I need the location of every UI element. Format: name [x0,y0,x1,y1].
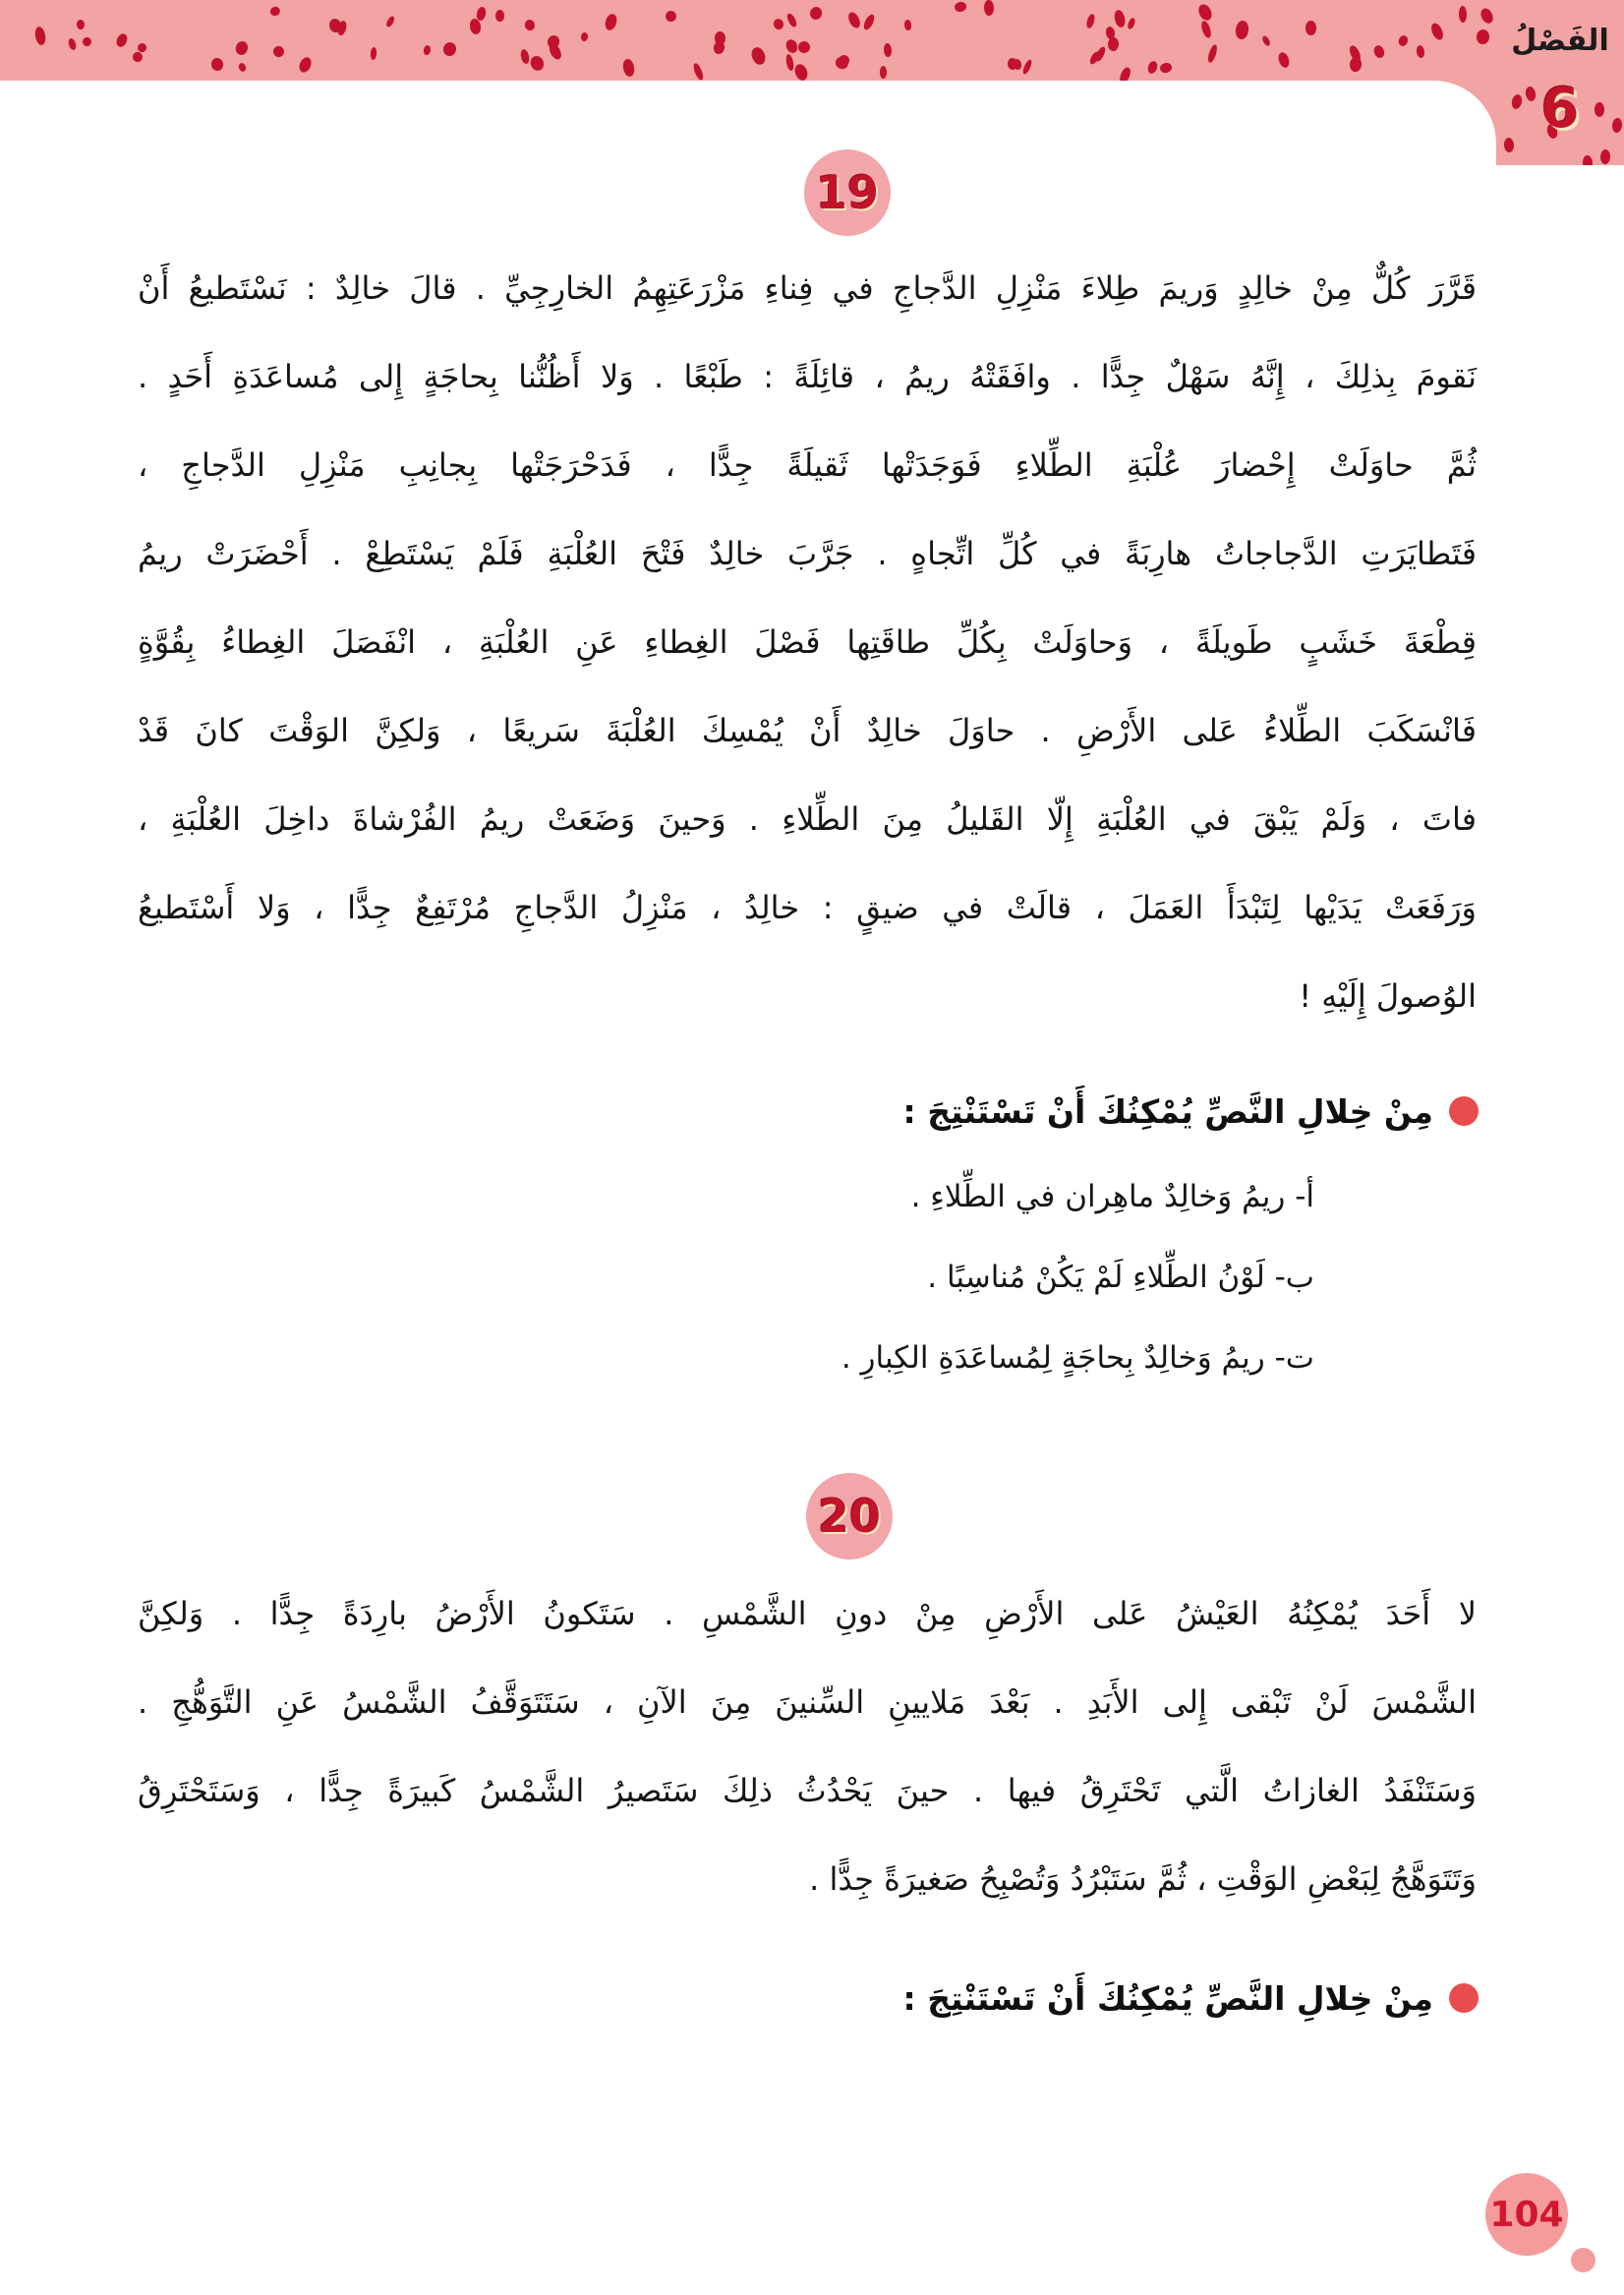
polka-dot-icon [235,39,251,56]
polka-dot-icon [954,1,967,13]
passage-line: الشَّمْسَ لَنْ تَبْقى إِلى الأَبَدِ . بَعْدَ مَلايينِ السِّنينَ مِنَ الآنِ ، سَتَتَوَقَّفُ الشَّمْسُ عَنِ التَّوَهُّجِ . [138,1683,1477,1721]
passage-line: الوُصولَ إِلَيْهِ ! [1299,977,1477,1015]
polka-dot-icon [793,62,810,81]
polka-dot-icon [83,36,92,46]
polka-dot-icon [1428,22,1445,42]
polka-dot-icon [880,66,888,79]
passage-line: وَتَتَوَهَّجُ لِبَعْضِ الوَقْتِ ، ثُمَّ سَتَبْرُدُ وَتُصْبِحُ صَغيرَةً جِدًّا . [809,1860,1477,1898]
exercise-19-badge: 19 [804,149,891,236]
exercise-20-badge: 20 [806,1473,893,1559]
polka-dot-icon [749,45,767,66]
passage-line: نَقومَ بِذلِكَ ، إِنَّهُ سَهْلٌ جِدًّا . وافَقَتْهُ ريمُ ، قائِلَةً : طَبْعًا . وَلا أَظُنُّنا بِحاجَةٍ إِلى مُساعَدَةِ أَحَدٍ . [138,358,1477,395]
header-band [0,0,1624,81]
polka-dot-icon [495,10,504,22]
passage-line: وَسَتَنْفَدُ الغازاتُ الَّتي تَحْتَرِقُ فيها . حينَ يَحْدُثُ ذلِكَ سَتَصيرُ الشَّمْسُ كَبيرَةً جِدًّا ، وَسَتَحْتَرِقُ [138,1772,1477,1809]
polka-dot-icon [984,0,994,16]
polka-dot-icon [133,51,143,62]
polka-dot-icon [268,5,281,17]
passage-line: قِطْعَةَ خَشَبٍ طَويلَةً ، وَحاوَلَتْ بِكُلِّ طاقَتِها فَصْلَ الغِطاءِ عَنِ العُلْبَةِ ، انْفَصَلَ الغِطاءُ بِقُوَّةٍ [138,623,1477,661]
polka-dot-icon [784,53,794,71]
chapter-number: 6 [1540,77,1580,141]
polka-dot-icon [1118,65,1132,81]
passage-19 [138,244,1477,1040]
red-bullet-icon [1449,1096,1479,1126]
passage-line: فاتَ ، وَلَمْ يَبْقَ في العُلْبَةِ إِلّا القَليلُ مِنَ الطِّلاءِ . وَحينَ وَضَعَتْ ريمُ الفُرْشاةَ داخِلَ العُلْبَةِ ، [138,800,1477,838]
polka-dot-icon [784,38,800,55]
polka-dot-icon [1113,9,1127,29]
question-20 [903,1967,1479,2030]
polka-dot-icon [1305,21,1316,35]
polka-dot-icon [1195,2,1213,23]
polka-dot-icon [524,19,536,31]
polka-dot-icon [1108,36,1120,51]
passage-line: ثُمَّ حاوَلَتْ إِحْضارَ عُلْبَةِ الطِّلاءِ فَوَجَدَتْها ثَقيلَةً جِدًّا ، فَدَحْرَجَتْها بِجانِبِ مَنْزِلِ الدَّجاجِ ، [138,446,1477,484]
polka-dot-icon [1459,6,1468,23]
polka-dot-icon [581,31,589,41]
polka-dot-icon [604,13,619,32]
question-19 [903,1080,1479,1143]
polka-dot-icon [272,45,285,58]
polka-dot-icon [441,40,457,57]
polka-dot-icon [423,44,431,55]
polka-dot-icon [211,57,224,71]
polka-dot-icon [1199,20,1212,38]
rounded-corner-fillet [1433,81,1496,144]
polka-dot-icon [846,11,862,30]
polka-dot-icon [1277,51,1292,69]
question-text: مِنْ خِلالِ النَّصِّ يُمْكِنُكَ أَنْ تَسْتَنْتِجَ : [902,1978,1433,2018]
polka-dot-icon [692,62,705,81]
polka-dot-icon [773,18,785,31]
polka-dot-icon [1146,60,1159,75]
chapter-label: الفَصْلُ [1511,24,1609,58]
polka-dot-icon [370,47,377,60]
polka-dot-icon [798,40,811,53]
polka-dot-icon [785,12,798,29]
red-bullet-icon [1449,1983,1479,2013]
polka-dot-icon [1261,34,1272,47]
polka-dot-icon [883,43,892,58]
passage-line: قَرَّرَ كُلٌّ مِنْ خالِدٍ وَريمَ طِلاءَ مَنْزِلِ الدَّجاجِ في فِناءِ مَزْرَعَتِهِمُ الخارِجِيِّ . قالَ خالِدٌ : نَسْتَطيعُ أَنْ [138,269,1477,307]
question-text: مِنْ خِلالِ النَّصِّ يُمْكِنُكَ أَنْ تَسْتَنْتِجَ : [902,1091,1433,1131]
polka-dot-icon [548,42,564,62]
polka-dot-icon [1479,6,1495,25]
polka-dot-icon [665,10,677,23]
polka-dot-icon [1159,61,1173,73]
polka-dot-icon [862,13,877,31]
passage-line: فَتَطايَرَتِ الدَّجاجاتُ هارِبَةً في كُلِّ اتِّجاهٍ . جَرَّبَ خالِدٌ فَتْحَ العُلْبَةِ فَلَمْ يَسْتَطِعْ . أَحْضَرَتْ ريمُ [138,535,1477,572]
option-b: ب- لَوْنُ الطِّلاءِ لَمْ يَكُنْ مُناسِبًا . [927,1260,1314,1295]
polka-dot-icon [622,58,636,77]
polka-dot-icon [529,55,546,74]
options-19 [841,1156,1314,1398]
passage-20 [138,1569,1477,1923]
polka-dot-icon [297,55,314,74]
polka-dot-icon [1021,58,1033,75]
chapter-tab [1496,0,1624,165]
polka-dot-icon [384,15,396,29]
option-a: أ- ريمُ وَخالِدٌ ماهِران في الطِّلاءِ . [910,1179,1314,1214]
passage-line: لا أَحَدَ يُمْكِنُهُ العَيْشُ عَلى الأَرْضِ مِنْ دونِ الشَّمْسِ . سَتَكونُ الأَرْضُ بارِدَةً جِدًّا . وَلكِنَّ [138,1595,1477,1632]
polka-dot-icon [77,20,86,30]
polka-dot-icon [237,62,247,73]
polka-dot-icon [67,38,77,52]
option-t: ت- ريمُ وَخالِدٌ بِحاجَةٍ لِمُساعَدَةِ الكِبارِ . [841,1340,1314,1376]
polka-dot-icon [1206,43,1218,63]
polka-dot-icon [808,5,824,22]
page-number-badge [1485,2173,1568,2256]
polka-dot-icon [1397,33,1409,46]
polka-dot-icon [1372,43,1386,59]
polka-dot-icon [519,48,530,64]
passage-line: فَانْسَكَبَ الطِّلاءُ عَلى الأَرْضِ . حاوَلَ خالِدٌ أَنْ يُمْسِكَ العُلْبَةَ سَريعًا ، وَلكِنَّ الوَقْتَ كانَ قَدْ [138,712,1477,749]
passage-line: وَرَفَعَتْ يَدَيْها لِتَبْدَأَ العَمَلَ ، قالَتْ في ضيقٍ : خالِدُ ، مَنْزِلُ الدَّجاجِ مُرْتَفِعٌ جِدًّا ، وَلا أَسْتَطيعُ [138,889,1477,926]
polka-dot-icon [1235,20,1249,39]
polka-dot-icon [34,26,47,45]
polka-dot-icon [1416,45,1425,60]
polka-dot-icon [1085,13,1096,29]
polka-dot-icon [1477,29,1490,44]
page-number: 104 [1489,2194,1564,2235]
polka-dot-icon [1582,155,1593,165]
decorative-pink-dot [1571,2248,1595,2272]
polka-dot-icon [1127,18,1136,30]
polka-dot-icon [115,32,129,48]
polka-dot-icon [903,20,911,30]
polka-dot-icon [1600,149,1611,164]
